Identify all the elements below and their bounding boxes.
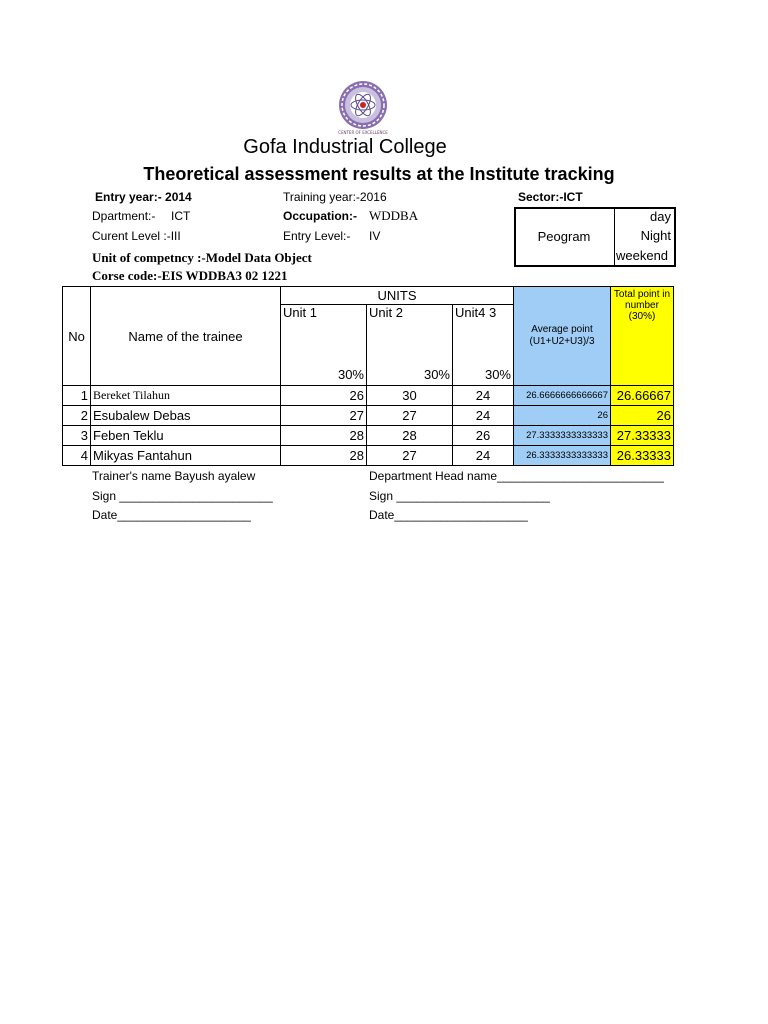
table-row xyxy=(63,446,674,466)
average-header: Average point (U1+U2+U3)/3 xyxy=(514,287,611,386)
table-row xyxy=(63,406,674,426)
unit3-score: 24 xyxy=(453,406,514,426)
entry-level-value: IV xyxy=(369,229,381,243)
unit3-weight: 30% xyxy=(453,365,514,386)
row-no: 1 xyxy=(63,386,91,406)
total-point: 27.33333 xyxy=(611,426,674,446)
sector: Sector:-ICT xyxy=(518,190,583,204)
college-name: Gofa Industrial College xyxy=(243,136,447,158)
trainer-sign: Sign _______________________ xyxy=(92,489,273,503)
unit1-score: 26 xyxy=(281,386,367,406)
total-header: Total point in number (30%) xyxy=(611,287,674,386)
program-divider xyxy=(614,209,615,265)
row-no: 3 xyxy=(63,426,91,446)
report-title: Theoretical assessment results at the Institute tracking xyxy=(143,164,615,184)
unit1-weight: 30% xyxy=(281,365,367,386)
training-year: Training year:-2016 xyxy=(283,190,387,204)
program-option-weekend: weekend xyxy=(616,248,669,263)
unit2-score: 27 xyxy=(367,406,453,426)
trainee-name: Mikyas Fantahun xyxy=(91,446,281,466)
unit1-score: 27 xyxy=(281,406,367,426)
trainee-name: Esubalew Debas xyxy=(91,406,281,426)
unit2-score: 30 xyxy=(367,386,453,406)
course-code: Corse code:-EIS WDDBA3 02 1221 xyxy=(92,268,288,283)
unit3-score: 24 xyxy=(453,446,514,466)
unit3-header: Unit4 3 xyxy=(453,305,514,365)
college-logo xyxy=(333,80,393,136)
no-header: No xyxy=(63,287,91,386)
department-value: ICT xyxy=(171,209,191,223)
unit2-weight: 30% xyxy=(367,365,453,386)
logo-text: CENTER OF EXCELLENCE xyxy=(338,130,388,135)
average-point: 26.3333333333333 xyxy=(514,446,611,466)
unit3-score: 26 xyxy=(453,426,514,446)
unit-of-competency: Unit of competncy :-Model Data Object xyxy=(92,250,312,265)
total-point: 26.33333 xyxy=(611,446,674,466)
dept-head-sign: Sign _______________________ xyxy=(369,489,550,503)
dept-head-date: Date____________________ xyxy=(369,508,528,522)
name-header: Name of the trainee xyxy=(91,287,281,386)
unit2-header: Unit 2 xyxy=(367,305,453,365)
unit3-score: 24 xyxy=(453,386,514,406)
units-header: UNITS xyxy=(281,287,514,305)
row-no: 4 xyxy=(63,446,91,466)
program-box xyxy=(514,207,676,267)
trainer-name: Trainer's name Bayush ayalew xyxy=(92,469,256,483)
unit2-score: 27 xyxy=(367,446,453,466)
trainee-name: Bereket Tilahun xyxy=(91,386,281,406)
average-point: 27.3333333333333 xyxy=(514,426,611,446)
average-point: 26 xyxy=(514,406,611,426)
assessment-table xyxy=(62,286,674,466)
program-label: Peogram xyxy=(537,229,591,244)
department-label: Dpartment:- xyxy=(92,209,156,223)
program-option-day: day xyxy=(650,209,671,224)
current-level: Curent Level :-III xyxy=(92,229,181,243)
occupation-value: WDDBA xyxy=(369,208,419,223)
row-no: 2 xyxy=(63,406,91,426)
unit1-header: Unit 1 xyxy=(281,305,367,365)
total-point: 26 xyxy=(611,406,674,426)
trainer-date: Date____________________ xyxy=(92,508,251,522)
entry-year: Entry year:- 2014 xyxy=(95,190,192,204)
unit1-score: 28 xyxy=(281,446,367,466)
total-point: 26.66667 xyxy=(611,386,674,406)
occupation-label: Occupation:- xyxy=(283,209,357,223)
table-row xyxy=(63,386,674,406)
trainee-name: Feben Teklu xyxy=(91,426,281,446)
entry-level-label: Entry Level:- xyxy=(283,229,351,243)
program-option-night: Night xyxy=(640,228,671,243)
average-point: 26.6666666666667 xyxy=(514,386,611,406)
table-row xyxy=(63,426,674,446)
unit2-score: 28 xyxy=(367,426,453,446)
dept-head-name: Department Head name_________________________ xyxy=(369,469,664,483)
unit1-score: 28 xyxy=(281,426,367,446)
